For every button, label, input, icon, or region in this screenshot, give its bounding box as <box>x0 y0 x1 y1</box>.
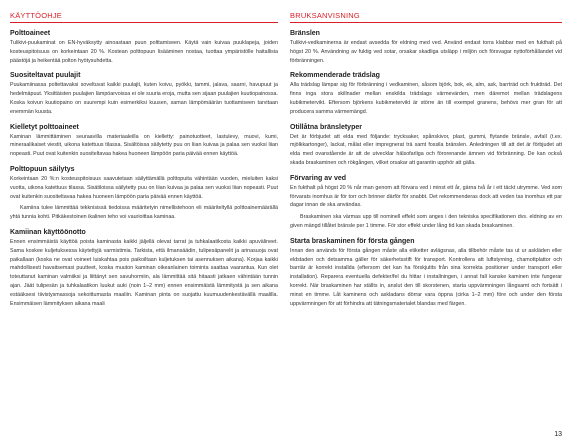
paragraph: Det är förbjudet att elda med följande: trycksaker, spånskivor, plast, gummi, flytande bränsle, avfall (t.ex. mjölkkartonger), lackat, målat eller impregnerat trä samt fossila bränslen. Anledningen till att det är förbjudet att elda med ovanstående är att de utvecklar hälsofarliga och förorenande ämnen vid förbränning. De kan också skada braskaminen och rökgången, vilket orsakar att garantin upphör att gälla. <box>290 133 562 166</box>
heading-forbidden-sv: Otillåtna bränsletyper <box>290 123 362 131</box>
heading-startup-sv: Starta braskaminen för första gången <box>290 237 415 245</box>
right-column <box>290 11 562 314</box>
paragraph: Ennen ensimmäistä käyttöä poista kaminasta kaikki jäljellä olevat tarrat ja tuhkalaatikosta kaikki apuvälineet. Sama koskee kuljetuksessa käytettyjä varmistimia. Tarkista, että ilmansäädin, tulipesäpanelit ja arinasuoja ovat paikallaan (koska ne ovat voineet luiskahtaa pois paikoiltaan kuljetuksen tai asennuksen aikana). Korjaa kaikki mahdollisesti havaitsemasi puutteet, koska muuton kaminan oikeanlainen toiminta saattaa vaarantua. Kun olet toteuttanut kaminan valmiiksi ja liittänyt sen savuhormiin, ala lämmittää sitä hitaasti jatkaen vähintään tunnin ajan. Jäät tulipesän ja tuhkalaatikon luukut auki (noin 1–2 mm) ennen ensimmäistä lämmitystä ja sen aikana estääksesi tiivistysmassoja sekoittumasta maaliin. Kaminan pinta on suojattu kuumuudenkestävällä maalilla. Ensimmäisen lämmityksen aikana maali <box>10 238 278 307</box>
paragraph: Puukamiinassa poltettavaksi soveltuvat kaikki puulajit, kuten koivu, pyökki, tammi, jalava, saarni, havupuut ja hedelmäpuut. Yksittäisten puulajien lämpöarvoissa ei ole suuria eroja, mutta sen sijaan puulajien kuutiopainossa. Koska koivun kuutiopaino on suurempi kuin esimerkiksi kuusen, saman lämpömäärän tuottamiseen tarvitaan enemmän kuusta. <box>10 82 278 115</box>
heading-storage-sv: Förvaring av ved <box>290 174 347 182</box>
right-section-header: BRUKSANVISNING <box>290 11 562 23</box>
paragraph: Tulikivi-puukaminat on EN-hyväksytty ainoastaan puun polttamiseen. Käytä vain kuivaa puuklapeja, joiden kosteuspitoisuus on korkeintaan 20 %. Kostean polttopuun lisääminen nostaa, tuottaa ympäristölle haitallisia päästöjä ja heikentää polton hyötysuhdetta. <box>10 40 278 64</box>
paragraph: Alla trädslag lämpar sig för förbränning i vedkaminen, såsom björk, bok, ek, alm, ask, barrträd och fruktträd. Det finns inga stora skillnader mellan enskilda trädslags värmevärden, men däremot mellan trädslagens kubikmetervikt. Eftersom björkens kubikmetervikt är större än till exempel granens, behövs mer gran för att producera samma värmemängd. <box>290 82 562 115</box>
paragraph: Kamiina tulee lämmittää tekknisissä tiedoissa määritetyin nimellistehoon eli määriteltyllä polttoainemäärällä yhtä tunnia kohti. Pitkäkestoinen ikalinen teho voi vaurioittaa kaminaa. <box>10 205 278 221</box>
left-section-header: KÄYTTÖOHJE <box>10 11 278 23</box>
paragraph: Innan den används för första gången måste alla etiketter avlägsnas, alla tillbehör måste tas ut ur askläden eller eldstaden och detsamma gäller för säkerhetsstift för transport. Kontrollera att luftstyrning, chamottplattor och barriär är korrekt installda (eftersom det kan ha förskjutits från sina korrekta positioner under transport eller installation). Reparera eventuella defekter/fel du hittar i installningen, i annat fall kanske kaminen inte fungerar korrekt. När braskaminen har ställts in, anslut den till skorstenen, starta uppvärmningen långsamt och fortsätt i minst en timme. Låt kaminens och askladans dörrar vara öppna (cirka 1–2 mm) före och under den första uppvärmningen för att förhindra att tätningsmaterialet blandas med färgen. <box>290 247 562 307</box>
heading-forbidden-fi: Kielletyt polttoaineet <box>10 123 79 131</box>
heading-fuels-sv: Bränslen <box>290 30 320 37</box>
paragraph: Braskaminen ska värmas upp till nominell effekt som anges i den tekniska specifikationen dvs. eldning av en given mängd tillåtet bränsle per 1 timme. För stor effekt under lång tid kan skada braskaminen. <box>290 214 562 229</box>
heading-storage-fi: Polttopuun säilytys <box>10 165 75 173</box>
paragraph: En fukthalt på högst 20 % når man genom att förvara ved i minst ett år, gärna två år i ett täckt utrymme. Ved som förvarats inomhus är för torr och brinner därför för snabbt. Det rekommenderas dock att veden tas inomhus ett par dagar innan de ska användas. <box>290 184 562 209</box>
paragraph: Kaminan lämmittäminen seuraavilla materiaaleilla on kielletty: painotuotteet, lastulevy, muovi, kumi, mineraalikaiset viestit, uikona katettuus tilassa. Sisältöissa säilytetty puu on liian kuivaa ja palaa sen vuoksi liian nopeasti. Puut ovat kuitenkin suositeltavaa hakea huoneen lämpöön paria päivää ennen käyttöä. <box>10 133 278 158</box>
heading-fuels-fi: Polttoaineet <box>10 30 51 37</box>
left-column <box>10 11 278 314</box>
heading-woods-fi: Suositeltavat puulajit <box>10 72 81 80</box>
page-number: 13 <box>554 431 562 438</box>
heading-woods-sv: Rekommenderade trädslag <box>290 72 380 80</box>
heading-startup-fi: Kamiinan käyttöönotto <box>10 228 86 236</box>
paragraph: Tulikivi-vedkaminerna är endast avsedda för eldning med ved. Använd endast torra klabbar med en fukthalt på högst 20 %. Användning av fuktig ved sotar, orsakar skadliga utsläpp i miljön och försvagar nyttoförhållandet vid förbränningen. <box>290 40 562 64</box>
paragraph: Korkeintaan 20 %:n kosteuspitoisuus saavutetaan säilyttämällä polttopuita vähintään vuoden, mieluiten kaksi vuotta, uikona katettuus tilassa. Sisätiloissa säilytetty puu on liian kuivaa ja palaa sen vuoksi liian nopeasti. Puut ovat kuitenkin suositeltavaa hakea huoneen lämpöön paria päivää ennen käyttöä. <box>10 175 278 200</box>
